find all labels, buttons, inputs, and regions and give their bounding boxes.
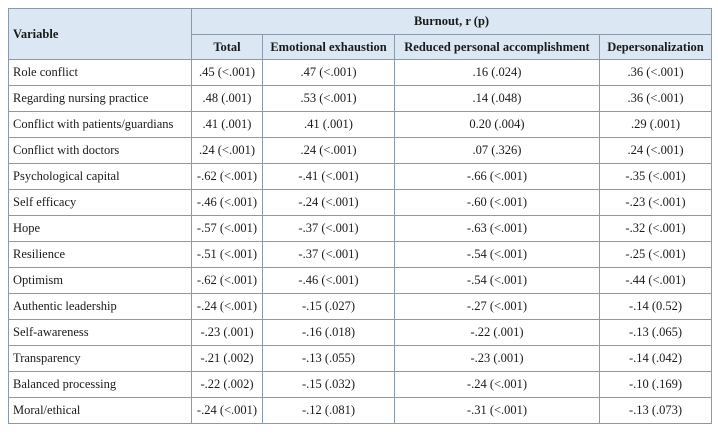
cell-emotional-exhaustion: -.24 (<.001) — [263, 190, 395, 216]
cell-reduced-personal-accomplishment: -.66 (<.001) — [395, 164, 600, 190]
cell-emotional-exhaustion: -.37 (<.001) — [263, 216, 395, 242]
table-row — [9, 216, 712, 242]
cell-total: .24 (<.001) — [192, 138, 263, 164]
cell-depersonalization: -.23 (<.001) — [600, 190, 712, 216]
cell-reduced-personal-accomplishment: -.60 (<.001) — [395, 190, 600, 216]
table-row — [9, 372, 712, 398]
cell-emotional-exhaustion: .47 (<.001) — [263, 60, 395, 86]
cell-total: -.21 (.002) — [192, 346, 263, 372]
table-row — [9, 398, 712, 424]
table-header — [9, 9, 712, 60]
cell-depersonalization: -.25 (<.001) — [600, 242, 712, 268]
row-label: Transparency — [9, 346, 192, 372]
column-header-reduced-personal-accomplishment: Reduced personal accomplishment — [395, 35, 600, 60]
cell-depersonalization: .24 (<.001) — [600, 138, 712, 164]
row-label: Conflict with patients/guardians — [9, 112, 192, 138]
cell-total: -.24 (<.001) — [192, 294, 263, 320]
cell-reduced-personal-accomplishment: 0.20 (.004) — [395, 112, 600, 138]
cell-reduced-personal-accomplishment: -.63 (<.001) — [395, 216, 600, 242]
cell-emotional-exhaustion: -.15 (.027) — [263, 294, 395, 320]
cell-reduced-personal-accomplishment: .14 (.048) — [395, 86, 600, 112]
cell-total: .45 (<.001) — [192, 60, 263, 86]
row-label: Hope — [9, 216, 192, 242]
row-label: Optimism — [9, 268, 192, 294]
cell-depersonalization: -.14 (0.52) — [600, 294, 712, 320]
table-row — [9, 320, 712, 346]
cell-reduced-personal-accomplishment: -.27 (<.001) — [395, 294, 600, 320]
header-row-group — [9, 9, 712, 35]
table-row — [9, 86, 712, 112]
cell-total: -.46 (<.001) — [192, 190, 263, 216]
column-header-emotional-exhaustion: Emotional exhaustion — [263, 35, 395, 60]
row-label: Resilience — [9, 242, 192, 268]
row-label: Moral/ethical — [9, 398, 192, 424]
correlation-table — [8, 8, 712, 424]
cell-total: -.23 (.001) — [192, 320, 263, 346]
column-header-total: Total — [192, 35, 263, 60]
cell-depersonalization: -.10 (.169) — [600, 372, 712, 398]
row-label: Conflict with doctors — [9, 138, 192, 164]
burnout-group-header: Burnout, r (p) — [192, 9, 712, 35]
cell-depersonalization: -.13 (.073) — [600, 398, 712, 424]
cell-reduced-personal-accomplishment: .16 (.024) — [395, 60, 600, 86]
row-label: Balanced processing — [9, 372, 192, 398]
cell-reduced-personal-accomplishment: -.22 (.001) — [395, 320, 600, 346]
row-label: Psychological capital — [9, 164, 192, 190]
cell-emotional-exhaustion: -.37 (<.001) — [263, 242, 395, 268]
cell-total: -.62 (<.001) — [192, 164, 263, 190]
column-header-depersonalization: Depersonalization — [600, 35, 712, 60]
cell-emotional-exhaustion: -.41 (<.001) — [263, 164, 395, 190]
cell-emotional-exhaustion: -.15 (.032) — [263, 372, 395, 398]
cell-reduced-personal-accomplishment: -.54 (<.001) — [395, 242, 600, 268]
cell-reduced-personal-accomplishment: -.54 (<.001) — [395, 268, 600, 294]
cell-total: .48 (.001) — [192, 86, 263, 112]
cell-depersonalization: -.35 (<.001) — [600, 164, 712, 190]
cell-total: .41 (.001) — [192, 112, 263, 138]
cell-depersonalization: -.13 (.065) — [600, 320, 712, 346]
cell-depersonalization: -.14 (.042) — [600, 346, 712, 372]
row-label: Self-awareness — [9, 320, 192, 346]
row-label: Role conflict — [9, 60, 192, 86]
cell-emotional-exhaustion: -.13 (.055) — [263, 346, 395, 372]
cell-total: -.22 (.002) — [192, 372, 263, 398]
cell-depersonalization: -.44 (<.001) — [600, 268, 712, 294]
cell-depersonalization: .36 (<.001) — [600, 60, 712, 86]
table-row — [9, 268, 712, 294]
cell-reduced-personal-accomplishment: -.31 (<.001) — [395, 398, 600, 424]
table-row — [9, 60, 712, 86]
row-label: Authentic leadership — [9, 294, 192, 320]
table-row — [9, 294, 712, 320]
row-label: Self efficacy — [9, 190, 192, 216]
table-row — [9, 138, 712, 164]
cell-reduced-personal-accomplishment: -.24 (<.001) — [395, 372, 600, 398]
cell-total: -.51 (<.001) — [192, 242, 263, 268]
cell-depersonalization: .36 (<.001) — [600, 86, 712, 112]
cell-emotional-exhaustion: -.16 (.018) — [263, 320, 395, 346]
table-row — [9, 242, 712, 268]
cell-emotional-exhaustion: .53 (<.001) — [263, 86, 395, 112]
cell-emotional-exhaustion: .24 (<.001) — [263, 138, 395, 164]
cell-total: -.62 (<.001) — [192, 268, 263, 294]
cell-total: -.57 (<.001) — [192, 216, 263, 242]
cell-depersonalization: -.32 (<.001) — [600, 216, 712, 242]
cell-emotional-exhaustion: -.46 (<.001) — [263, 268, 395, 294]
table-row — [9, 164, 712, 190]
cell-emotional-exhaustion: .41 (.001) — [263, 112, 395, 138]
table-body — [9, 60, 712, 424]
table-row — [9, 190, 712, 216]
cell-emotional-exhaustion: -.12 (.081) — [263, 398, 395, 424]
cell-reduced-personal-accomplishment: -.23 (.001) — [395, 346, 600, 372]
row-label: Regarding nursing practice — [9, 86, 192, 112]
table-row — [9, 346, 712, 372]
cell-reduced-personal-accomplishment: .07 (.326) — [395, 138, 600, 164]
variable-column-header: Variable — [9, 9, 192, 60]
cell-depersonalization: .29 (.001) — [600, 112, 712, 138]
cell-total: -.24 (<.001) — [192, 398, 263, 424]
table-row — [9, 112, 712, 138]
